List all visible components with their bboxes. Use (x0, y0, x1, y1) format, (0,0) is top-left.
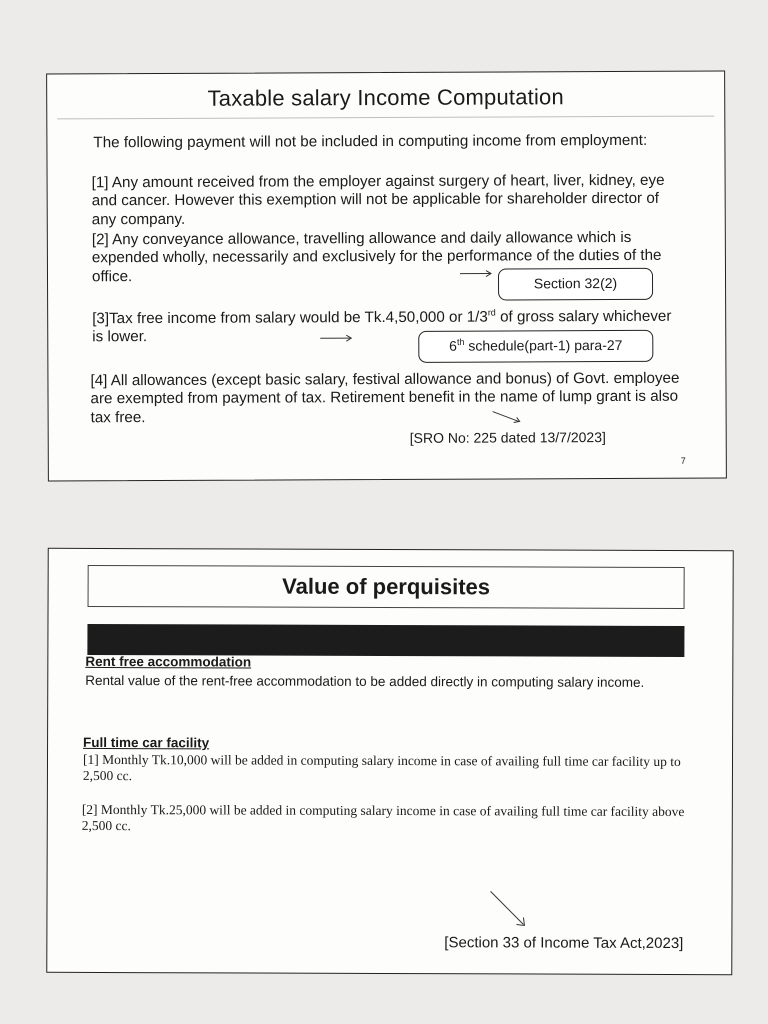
schedule-6-reference (418, 330, 653, 363)
slide-value-of-perquisites (46, 548, 733, 975)
arrow-icon (318, 333, 354, 343)
item-2-text: [2] Any conveyance allowance, travelling allowance and daily allowance which is expended wholly, necessarily and exclusively for the performance of the duties of the office. (91, 228, 662, 286)
car-facility-item-2: [2] Monthly Tk.25,000 will be added in computing salary income in case of availing full time car facility above 2,500 cc. (81, 801, 685, 834)
intro-text: The following payment will not be included in computing income from employment: (93, 131, 648, 152)
slide-title: Value of perquisites (88, 565, 685, 609)
item-1-text: [1] Any amount received from the employer against surgery of heart, liver, kidney, eye and cancer. However this exemption will not be applicable for shareholder director of any company. (91, 171, 665, 229)
item-4-text: [4] All allowances (except basic salary, festival allowance and bonus) of Govt. employee are exempted from payment of tax. Retirement benefit in the name of lump grant is also tax free. (90, 369, 680, 427)
car-facility-heading: Full time car facility (83, 734, 210, 751)
header-bar (87, 624, 684, 657)
sro-reference: [SRO No: 225 dated 13/7/2023] (409, 429, 606, 446)
page-number: 7 (680, 455, 686, 466)
arrow-icon (491, 408, 525, 426)
arrow-icon (487, 888, 531, 930)
slide-taxable-salary (46, 71, 727, 482)
item-3-part-1: [3]Tax free income from salary would be Tk.4,50,000 or 1/3 (92, 308, 488, 328)
item-3-part-2: of gross salary whichever is lower. (92, 307, 672, 346)
schedule-superscript: th (456, 337, 465, 348)
car-facility-item-1: [1] Monthly Tk.10,000 will be added in computing salary income in case of availing full time car facility up to 2,500 cc. (82, 751, 681, 784)
rent-free-text: Rental value of the rent-free accommodation to be added directly in computing salary income. (85, 672, 645, 690)
schedule-text: schedule(part-1) para-27 (464, 336, 623, 354)
slide-title: Taxable salary Income Computation (57, 78, 714, 120)
schedule-number: 6 (449, 337, 457, 354)
arrow-icon (458, 269, 494, 279)
section-32-2-reference: Section 32(2) (498, 268, 653, 301)
rent-free-heading: Rent free accommodation (85, 653, 252, 670)
item-3-superscript: rd (487, 307, 496, 318)
section-33-reference: [Section 33 of Income Tax Act,2023] (444, 934, 684, 953)
